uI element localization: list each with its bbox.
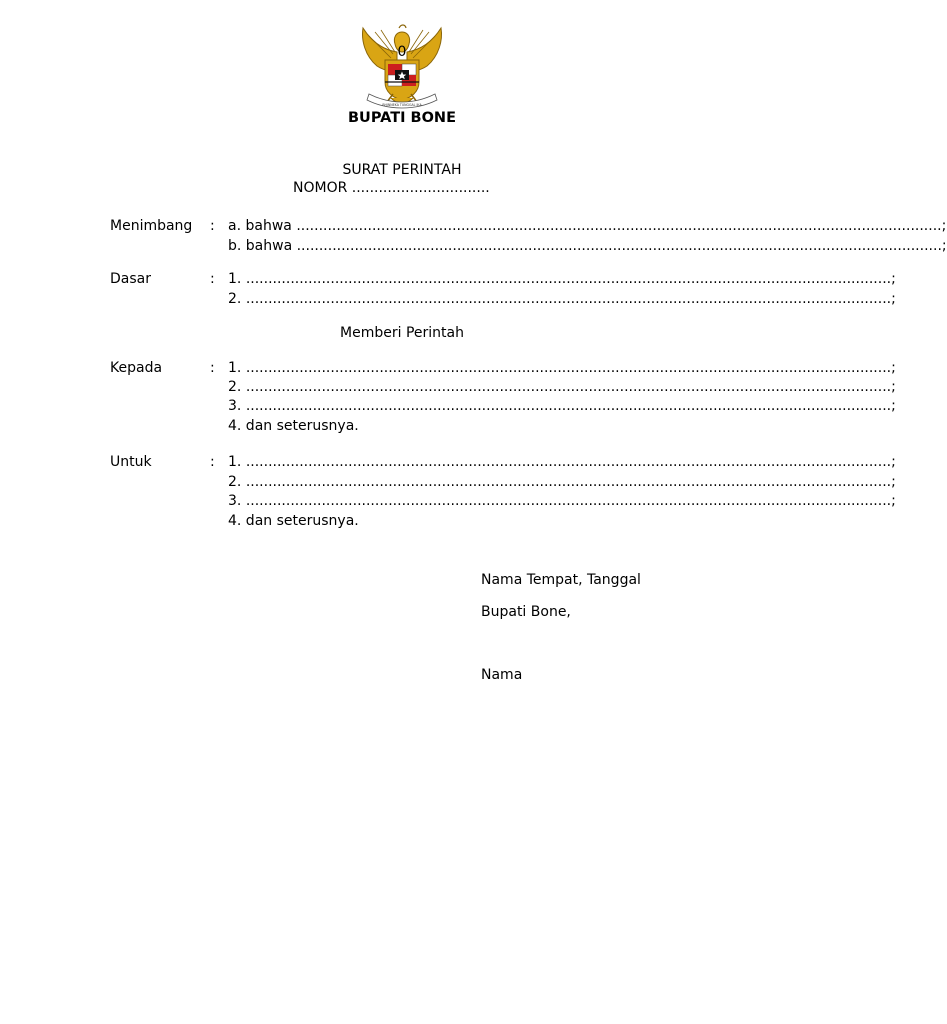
signatory-position: Bupati Bone, — [481, 604, 571, 620]
garuda-pancasila-emblem — [355, 22, 449, 112]
dotted-fill: ................................................................................................................................................. — [245, 379, 892, 395]
kepada-row-1 — [110, 360, 896, 378]
kepada-row-2 — [110, 379, 896, 397]
dotted-fill: ................................................................................................................................................. — [296, 238, 942, 254]
item-prefix: 1. — [228, 360, 246, 376]
untuk-row-3 — [110, 493, 896, 511]
dotted-fill: ................................................................................................................................................. — [245, 271, 892, 287]
menimbang-label: Menimbang — [110, 218, 193, 234]
kepada-row-3 — [110, 398, 896, 416]
memberi-perintah-heading: Memberi Perintah — [340, 325, 464, 341]
svg-text:0: 0 — [397, 44, 407, 60]
dotted-fill: ................................................................................................................................................. — [245, 398, 892, 414]
item-end: ; — [891, 454, 896, 470]
colon: : — [210, 218, 215, 234]
item-prefix: 2. — [228, 379, 246, 395]
office-title: BUPATI BONE — [348, 110, 456, 126]
untuk-row-2 — [110, 474, 896, 492]
list-item: 4. dan seterusnya. — [228, 513, 359, 529]
item-prefix: 1. — [228, 454, 246, 470]
dotted-fill: ................................................................................................................................................. — [245, 454, 892, 470]
item-end: ; — [941, 218, 947, 234]
item-end: ; — [891, 398, 896, 414]
item-end: ; — [891, 379, 896, 395]
item-end: ; — [891, 360, 896, 376]
item-end: ; — [891, 271, 896, 287]
item-prefix: 2. — [228, 291, 246, 307]
item-prefix: 2. — [228, 474, 246, 490]
item-end: ; — [891, 291, 896, 307]
menimbang-row-b — [110, 238, 947, 256]
dasar-label: Dasar — [110, 271, 151, 287]
emblem-motto: BHINNEKA TUNGGAL IKA — [382, 103, 422, 107]
untuk-row-4 — [110, 513, 695, 531]
place-date: Nama Tempat, Tanggal — [481, 572, 641, 588]
menimbang-row-a — [110, 218, 947, 236]
untuk-label: Untuk — [110, 454, 152, 470]
item-end: ; — [891, 493, 896, 509]
kepada-label: Kepada — [110, 360, 163, 376]
dasar-row-2 — [110, 291, 896, 309]
colon: : — [210, 360, 215, 376]
dotted-fill: ................................................................................................................................................. — [296, 218, 942, 234]
dotted-fill: ................................................................................................................................................. — [245, 291, 892, 307]
item-prefix: 3. — [228, 493, 246, 509]
signatory-name: Nama — [481, 667, 523, 683]
item-prefix: 3. — [228, 398, 246, 414]
untuk-row-1 — [110, 454, 896, 472]
document-number: NOMOR ............................... — [293, 180, 490, 196]
dotted-fill: ................................................................................................................................................. — [245, 474, 892, 490]
item-end: ; — [941, 238, 947, 254]
dasar-row-1 — [110, 271, 896, 289]
kepada-row-4 — [110, 418, 695, 436]
dotted-fill: ................................................................................................................................................. — [245, 493, 892, 509]
item-prefix: b. bahwa — [228, 238, 297, 254]
list-item: 4. dan seterusnya. — [228, 418, 359, 434]
document-title: SURAT PERINTAH — [342, 162, 462, 178]
item-prefix: a. bahwa — [228, 218, 297, 234]
colon: : — [210, 454, 215, 470]
dotted-fill: ................................................................................................................................................. — [245, 360, 892, 376]
item-end: ; — [891, 474, 896, 490]
item-prefix: 1. — [228, 271, 246, 287]
colon: : — [210, 271, 215, 287]
